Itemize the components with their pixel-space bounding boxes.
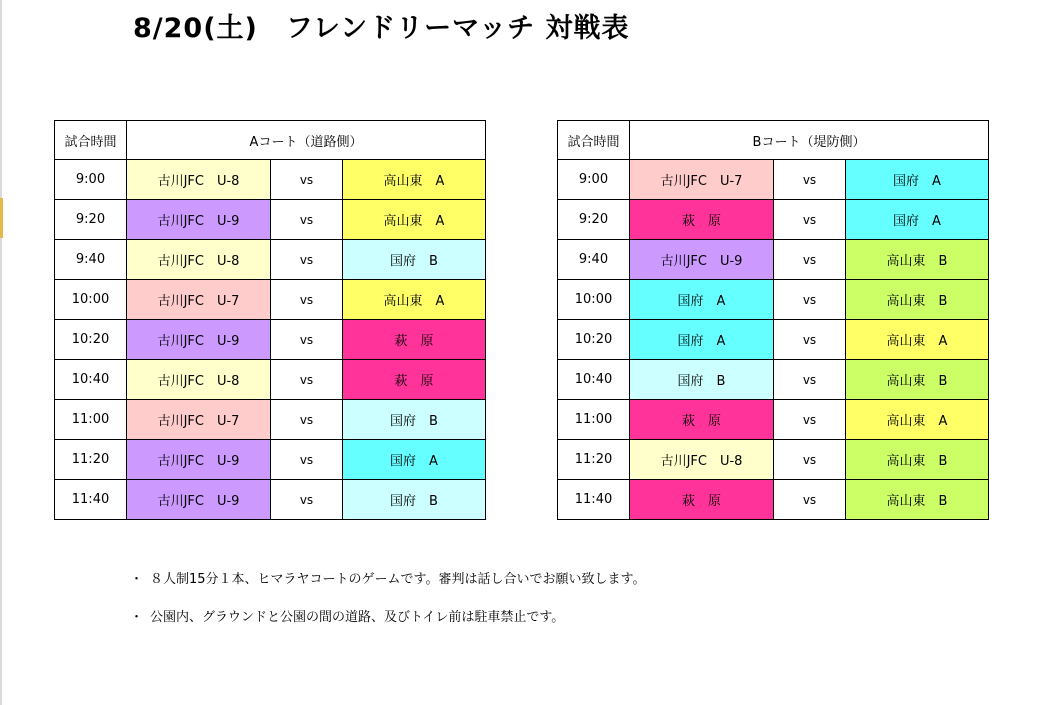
court-a-vs-label: vs (271, 360, 343, 400)
court-b-match-time: 10:00 (558, 280, 630, 320)
court-b-home-team: 国府 A (630, 320, 774, 360)
page-edge-marker (0, 198, 3, 238)
court-b-home-team: 国府 B (630, 360, 774, 400)
court-b-home-team: 萩 原 (630, 480, 774, 520)
court-a-match-row (55, 160, 486, 200)
note-item (130, 572, 645, 610)
court-a-home-team: 古川JFC U-8 (127, 240, 271, 280)
court-b-away-team: 国府 A (846, 200, 989, 240)
page-title: 8/20(土) フレンドリーマッチ 対戦表 (133, 13, 630, 44)
court-b-home-team: 萩 原 (630, 400, 774, 440)
court-a-vs-label: vs (271, 480, 343, 520)
court-a-away-team: 国府 B (343, 480, 486, 520)
court-a-vs-label: vs (271, 400, 343, 440)
court-b-vs-label: vs (774, 280, 846, 320)
court-b-home-team: 古川JFC U-7 (630, 160, 774, 200)
court-b-home-team: 古川JFC U-9 (630, 240, 774, 280)
court-b-match-row (558, 280, 989, 320)
court-b-vs-label: vs (774, 440, 846, 480)
court-b-match-time: 9:00 (558, 160, 630, 200)
court-a-schedule-table (54, 120, 486, 520)
court-a-home-team: 古川JFC U-9 (127, 440, 271, 480)
court-b-away-team: 高山東 B (846, 480, 989, 520)
court-a-match-time: 11:40 (55, 480, 127, 520)
court-b-vs-label: vs (774, 480, 846, 520)
court-a-match-row (55, 440, 486, 480)
court-a-vs-label: vs (271, 440, 343, 480)
court-a-away-team: 萩 原 (343, 360, 486, 400)
court-a-match-row (55, 200, 486, 240)
court-a-away-team: 高山東 A (343, 280, 486, 320)
court-b-away-team: 高山東 B (846, 280, 989, 320)
court-a-away-team: 高山東 A (343, 160, 486, 200)
court-b-match-row (558, 200, 989, 240)
court-a-match-row (55, 480, 486, 520)
court-a-vs-label: vs (271, 240, 343, 280)
court-a-match-time: 10:20 (55, 320, 127, 360)
court-b-match-row (558, 320, 989, 360)
note-bullet: ・ (130, 572, 144, 587)
note-text: 公園内、グラウンドと公園の間の道路、及びトイレ前は駐車禁止です。 (150, 610, 565, 625)
notes-section (130, 572, 645, 648)
court-a-home-team: 古川JFC U-9 (127, 480, 271, 520)
court-b-match-row (558, 480, 989, 520)
court-a-vs-label: vs (271, 320, 343, 360)
court-a-away-team: 国府 B (343, 240, 486, 280)
court-b-away-team: 高山東 B (846, 240, 989, 280)
court-b-away-team: 高山東 A (846, 320, 989, 360)
court-b-vs-label: vs (774, 200, 846, 240)
court-a-home-team: 古川JFC U-9 (127, 320, 271, 360)
court-b-match-time: 11:40 (558, 480, 630, 520)
court-b-match-row (558, 160, 989, 200)
court-b-match-time: 10:40 (558, 360, 630, 400)
court-a-match-row (55, 360, 486, 400)
court-b-away-team: 国府 A (846, 160, 989, 200)
court-b-match-time: 11:00 (558, 400, 630, 440)
court-b-vs-label: vs (774, 240, 846, 280)
court-a-away-team: 国府 B (343, 400, 486, 440)
court-a-match-time: 10:00 (55, 280, 127, 320)
court-a-court-header: Aコート（道路側） (127, 121, 486, 160)
court-a-time-header: 試合時間 (55, 121, 127, 160)
court-a-home-team: 古川JFC U-7 (127, 280, 271, 320)
court-b-home-team: 国府 A (630, 280, 774, 320)
court-a-match-time: 9:20 (55, 200, 127, 240)
court-a-vs-label: vs (271, 160, 343, 200)
court-a-match-row (55, 400, 486, 440)
court-b-match-time: 9:20 (558, 200, 630, 240)
court-b-vs-label: vs (774, 400, 846, 440)
court-b-court-header: Bコート（堤防側） (630, 121, 989, 160)
court-a-away-team: 高山東 A (343, 200, 486, 240)
court-a-home-team: 古川JFC U-8 (127, 160, 271, 200)
court-b-away-team: 高山東 B (846, 360, 989, 400)
court-a-header-row (55, 121, 486, 160)
court-b-match-row (558, 240, 989, 280)
court-b-away-team: 高山東 A (846, 400, 989, 440)
court-a-match-row (55, 280, 486, 320)
court-b-header-row (558, 121, 989, 160)
court-b-match-row (558, 400, 989, 440)
court-a-away-team: 萩 原 (343, 320, 486, 360)
court-a-match-time: 9:00 (55, 160, 127, 200)
page-left-border (0, 0, 2, 705)
court-b-match-time: 10:20 (558, 320, 630, 360)
note-text: ８人制15分１本、ヒマラヤコートのゲームです。審判は話し合いでお願い致します。 (150, 572, 646, 587)
court-a-home-team: 古川JFC U-9 (127, 200, 271, 240)
court-b-vs-label: vs (774, 360, 846, 400)
court-b-match-time: 9:40 (558, 240, 630, 280)
court-a-home-team: 古川JFC U-8 (127, 360, 271, 400)
court-b-vs-label: vs (774, 320, 846, 360)
court-a-match-row (55, 240, 486, 280)
court-b-schedule-table (557, 120, 989, 520)
court-b-vs-label: vs (774, 160, 846, 200)
court-a-match-time: 10:40 (55, 360, 127, 400)
court-a-match-time: 11:00 (55, 400, 127, 440)
note-item (130, 610, 645, 648)
court-b-match-time: 11:20 (558, 440, 630, 480)
court-a-match-row (55, 320, 486, 360)
court-b-home-team: 古川JFC U-8 (630, 440, 774, 480)
court-b-away-team: 高山東 B (846, 440, 989, 480)
court-b-match-row (558, 440, 989, 480)
court-b-home-team: 萩 原 (630, 200, 774, 240)
court-b-match-row (558, 360, 989, 400)
court-a-vs-label: vs (271, 200, 343, 240)
note-bullet: ・ (130, 610, 144, 625)
court-a-match-time: 11:20 (55, 440, 127, 480)
court-a-match-time: 9:40 (55, 240, 127, 280)
court-a-home-team: 古川JFC U-7 (127, 400, 271, 440)
court-b-time-header: 試合時間 (558, 121, 630, 160)
court-a-vs-label: vs (271, 280, 343, 320)
court-a-away-team: 国府 A (343, 440, 486, 480)
